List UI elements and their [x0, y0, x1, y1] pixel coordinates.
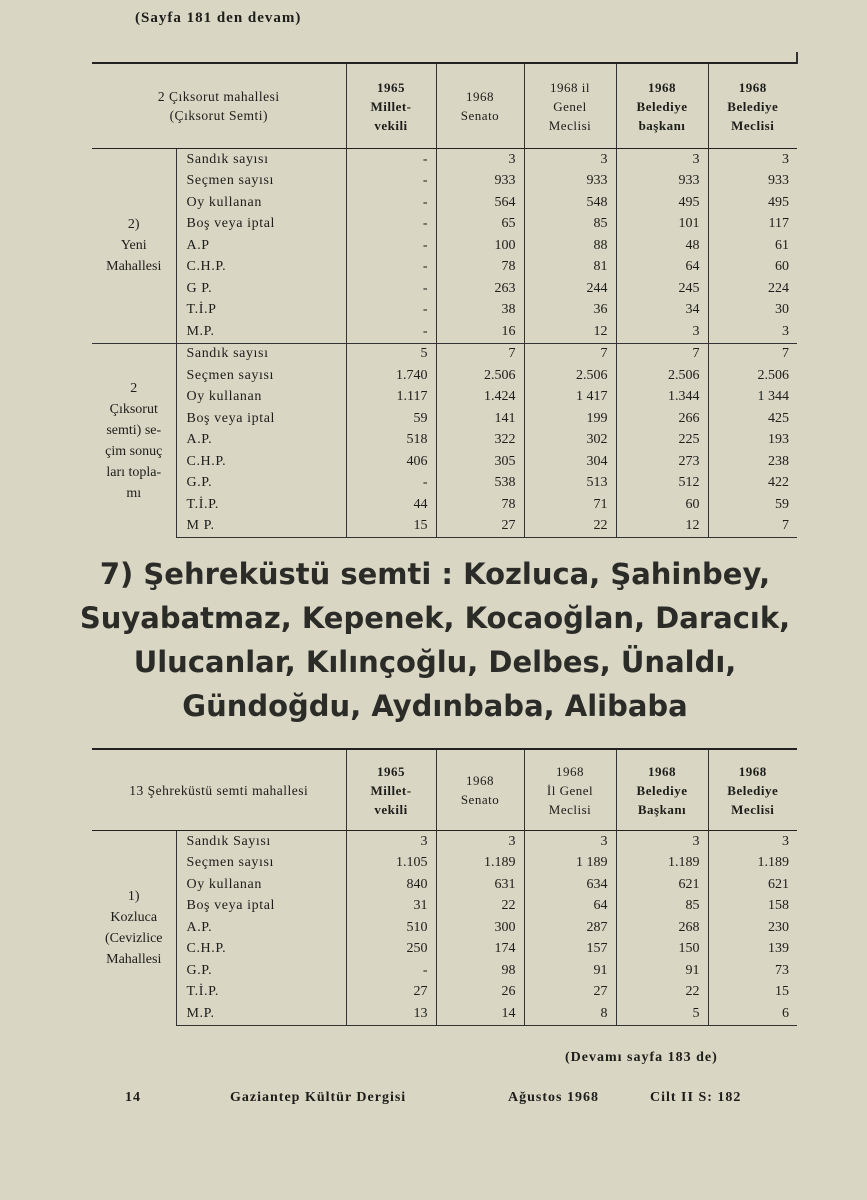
value-cell: 933 — [616, 171, 708, 193]
value-cell: 22 — [524, 516, 616, 538]
row-label: Seçmen sayısı — [176, 171, 346, 193]
column-header — [708, 749, 797, 831]
value-cell: 48 — [616, 235, 708, 257]
value-cell: - — [346, 278, 436, 300]
column-header — [708, 63, 797, 149]
table-row — [92, 171, 797, 193]
value-cell: 98 — [436, 960, 524, 982]
value-cell: 1.344 — [616, 387, 708, 409]
row-label: T.İ.P — [176, 300, 346, 322]
value-cell: 513 — [524, 473, 616, 495]
value-cell: 1 189 — [524, 853, 616, 875]
column-header-line: 1965 — [377, 79, 405, 95]
value-cell: 61 — [708, 235, 797, 257]
value-cell: 2.506 — [436, 365, 524, 387]
value-cell: 512 — [616, 473, 708, 495]
value-cell: 193 — [708, 430, 797, 452]
value-cell: 7 — [616, 343, 708, 365]
value-cell: 548 — [524, 192, 616, 214]
value-cell: 933 — [708, 171, 797, 193]
table-row — [92, 473, 797, 495]
section-label-line: Kozluca — [110, 910, 158, 925]
column-header-line: 1968 — [556, 763, 585, 779]
value-cell: 1.105 — [346, 853, 436, 875]
value-cell: 268 — [616, 917, 708, 939]
value-cell: 91 — [616, 960, 708, 982]
value-cell: 933 — [436, 171, 524, 193]
value-cell: 15 — [708, 982, 797, 1004]
value-cell: - — [346, 149, 436, 171]
value-cell: 150 — [616, 939, 708, 961]
row-label: A.P — [176, 235, 346, 257]
row-label: A.P. — [176, 917, 346, 939]
value-cell: 3 — [708, 831, 797, 853]
value-cell: 3 — [708, 149, 797, 171]
row-label: T.İ.P. — [176, 494, 346, 516]
section-title: 7) Şehreküstü semti : Kozluca, Şahinbey, Suyabatmaz, Kepenek, Kocaoğlan, Daracık, Ulucanlar, Kılınçoğlu, Delbes, Ünaldı, Gündoğdu, Aydınbaba, Alibaba — [79, 557, 791, 723]
column-header-line: Başkanı — [637, 801, 687, 817]
column-header-line: Meclisi — [731, 801, 775, 817]
value-cell: 2.506 — [708, 365, 797, 387]
value-cell: 44 — [346, 494, 436, 516]
table-row — [92, 149, 797, 171]
column-header-line: vekili — [374, 117, 408, 133]
table-row — [92, 214, 797, 236]
column-header-line: 1968 — [648, 763, 677, 779]
table-row — [92, 300, 797, 322]
value-cell: 422 — [708, 473, 797, 495]
value-cell: 1.189 — [616, 853, 708, 875]
table-row — [92, 982, 797, 1004]
value-cell: 3 — [616, 149, 708, 171]
value-cell: 3 — [616, 831, 708, 853]
column-header-line: vekili — [374, 801, 408, 817]
value-cell: 244 — [524, 278, 616, 300]
value-cell: 38 — [436, 300, 524, 322]
row-label: Boş veya iptal — [176, 408, 346, 430]
column-header-line: 1968 — [648, 79, 676, 95]
table-row — [92, 321, 797, 343]
group-header — [92, 63, 346, 149]
value-cell: 518 — [346, 430, 436, 452]
value-cell: 91 — [524, 960, 616, 982]
group-header — [92, 749, 346, 831]
value-cell: 26 — [436, 982, 524, 1004]
column-header-line: Genel — [553, 98, 587, 114]
value-cell: 5 — [346, 343, 436, 365]
value-cell: 7 — [524, 343, 616, 365]
column-header — [346, 749, 436, 831]
column-header-line: Millet- — [370, 98, 412, 114]
value-cell: 322 — [436, 430, 524, 452]
value-cell: 3 — [616, 321, 708, 343]
section-label-line: Yeni — [120, 238, 147, 254]
table-row — [92, 430, 797, 452]
value-cell: 78 — [436, 494, 524, 516]
table-row — [92, 365, 797, 387]
value-cell: - — [346, 235, 436, 257]
row-label: Sandık sayısı — [176, 149, 346, 171]
row-label: C.H.P. — [176, 939, 346, 961]
section-label-line: 1) — [127, 889, 140, 904]
value-cell: 14 — [436, 1003, 524, 1025]
value-cell: 266 — [616, 408, 708, 430]
value-cell: 631 — [436, 874, 524, 896]
value-cell: 245 — [616, 278, 708, 300]
value-cell: 12 — [524, 321, 616, 343]
footer-volume: Cilt II S: 182 — [650, 1090, 742, 1105]
value-cell: 1.740 — [346, 365, 436, 387]
column-header-line: İl Genel — [546, 782, 594, 798]
value-cell: 73 — [708, 960, 797, 982]
value-cell: 27 — [346, 982, 436, 1004]
column-header-line: 1968 — [466, 773, 495, 788]
table-row — [92, 387, 797, 409]
value-cell: - — [346, 257, 436, 279]
column-header-line: Belediye — [727, 98, 779, 114]
column-header-line: 1968 — [466, 89, 494, 104]
table-row — [92, 1003, 797, 1025]
election-results-table-sehrekustu — [92, 748, 797, 1026]
value-cell: 85 — [616, 896, 708, 918]
value-cell: 495 — [616, 192, 708, 214]
value-cell: 840 — [346, 874, 436, 896]
value-cell: 621 — [708, 874, 797, 896]
row-label: G.P. — [176, 473, 346, 495]
value-cell: 59 — [708, 494, 797, 516]
value-cell: 158 — [708, 896, 797, 918]
value-cell: 141 — [436, 408, 524, 430]
row-label: Oy kullanan — [176, 874, 346, 896]
section-label-line: 2) — [127, 217, 140, 233]
value-cell: 6 — [708, 1003, 797, 1025]
value-cell: 64 — [524, 896, 616, 918]
row-label: T.İ.P. — [176, 982, 346, 1004]
value-cell: 263 — [436, 278, 524, 300]
value-cell: 287 — [524, 917, 616, 939]
column-header — [524, 749, 616, 831]
column-header — [346, 63, 436, 149]
row-label: Boş veya iptal — [176, 214, 346, 236]
value-cell: 3 — [524, 149, 616, 171]
column-header-line: Belediye — [636, 98, 688, 114]
value-cell: 22 — [616, 982, 708, 1004]
value-cell: 2.506 — [616, 365, 708, 387]
column-header-line: Belediye — [727, 782, 779, 798]
column-header-line: 1968 il — [550, 79, 590, 95]
column-header — [436, 63, 524, 149]
value-cell: 36 — [524, 300, 616, 322]
value-cell: 510 — [346, 917, 436, 939]
value-cell: 1.424 — [436, 387, 524, 409]
group-header-line: (Çıksorut Semti) — [169, 108, 268, 123]
value-cell: 199 — [524, 408, 616, 430]
group-header-line: 13 Şehreküstü semti mahallesi — [129, 782, 309, 798]
section-label-line: Mahallesi — [106, 259, 162, 275]
value-cell: 1.189 — [708, 853, 797, 875]
row-label: Oy kullanan — [176, 387, 346, 409]
section-label — [92, 831, 176, 1026]
value-cell: 3 — [436, 149, 524, 171]
value-cell: 101 — [616, 214, 708, 236]
column-header — [436, 749, 524, 831]
table-row — [92, 831, 797, 853]
value-cell: 7 — [436, 343, 524, 365]
table-row — [92, 917, 797, 939]
value-cell: 65 — [436, 214, 524, 236]
value-cell: 174 — [436, 939, 524, 961]
value-cell: 59 — [346, 408, 436, 430]
value-cell: 933 — [524, 171, 616, 193]
value-cell: 60 — [616, 494, 708, 516]
value-cell: 7 — [708, 343, 797, 365]
value-cell: 1.117 — [346, 387, 436, 409]
value-cell: 88 — [524, 235, 616, 257]
table-row — [92, 343, 797, 365]
value-cell: 30 — [708, 300, 797, 322]
section-label-line: Çıksorut — [109, 401, 158, 417]
column-header-line: Millet- — [370, 782, 412, 798]
value-cell: - — [346, 300, 436, 322]
value-cell: - — [346, 321, 436, 343]
table-row — [92, 278, 797, 300]
value-cell: - — [346, 192, 436, 214]
column-header-line: başkanı — [638, 117, 686, 133]
row-label: A.P. — [176, 430, 346, 452]
column-header-line: 1968 — [738, 79, 767, 95]
value-cell: 13 — [346, 1003, 436, 1025]
row-label: Seçmen sayısı — [176, 365, 346, 387]
column-header-line: Senato — [460, 792, 500, 807]
row-label: Oy kullanan — [176, 192, 346, 214]
value-cell: - — [346, 214, 436, 236]
value-cell: 425 — [708, 408, 797, 430]
continuation-note: (Devamı sayfa 183 de) — [565, 1050, 718, 1065]
table-row — [92, 516, 797, 538]
value-cell: 1 417 — [524, 387, 616, 409]
section-label-line: semti) se- — [106, 422, 162, 438]
value-cell: 139 — [708, 939, 797, 961]
row-label: Sandık Sayısı — [176, 831, 346, 853]
value-cell: 564 — [436, 192, 524, 214]
column-header-line: Meclisi — [731, 117, 775, 133]
value-cell: 15 — [346, 516, 436, 538]
value-cell: 31 — [346, 896, 436, 918]
value-cell: 81 — [524, 257, 616, 279]
value-cell: 64 — [616, 257, 708, 279]
table-row — [92, 451, 797, 473]
column-header-line: Meclisi — [548, 801, 592, 817]
footer-page-number: 14 — [125, 1090, 141, 1105]
row-label: C.H.P. — [176, 257, 346, 279]
column-header-line: Meclisi — [548, 117, 592, 133]
group-header-line: 2 Çıksorut mahallesi — [157, 89, 280, 104]
section-label-line: çim sonuç — [105, 443, 163, 459]
value-cell: - — [346, 960, 436, 982]
value-cell: 2.506 — [524, 365, 616, 387]
value-cell: 300 — [436, 917, 524, 939]
value-cell: 157 — [524, 939, 616, 961]
row-label: M P. — [176, 516, 346, 538]
value-cell: 230 — [708, 917, 797, 939]
section-label-line: (Cevizlice — [104, 931, 163, 946]
value-cell: 225 — [616, 430, 708, 452]
value-cell: 224 — [708, 278, 797, 300]
column-header — [616, 749, 708, 831]
value-cell: 3 — [436, 831, 524, 853]
value-cell: 22 — [436, 896, 524, 918]
value-cell: 495 — [708, 192, 797, 214]
row-label: M.P. — [176, 1003, 346, 1025]
column-header-line: 1968 — [738, 763, 767, 779]
footer-magazine-name: Gaziantep Kültür Dergisi — [230, 1090, 407, 1105]
value-cell: - — [346, 473, 436, 495]
value-cell: 621 — [616, 874, 708, 896]
row-label: Sandık sayısı — [176, 343, 346, 365]
row-label: Boş veya iptal — [176, 896, 346, 918]
value-cell: 12 — [616, 516, 708, 538]
value-cell: 7 — [708, 516, 797, 538]
value-cell: 1 344 — [708, 387, 797, 409]
section-label-line: Mahallesi — [106, 952, 162, 967]
value-cell: 117 — [708, 214, 797, 236]
table-row — [92, 853, 797, 875]
value-cell: 100 — [436, 235, 524, 257]
value-cell: 5 — [616, 1003, 708, 1025]
section-label-line: ları topla- — [106, 464, 162, 480]
column-header-line: Senato — [460, 108, 500, 123]
value-cell: 78 — [436, 257, 524, 279]
value-cell: 3 — [346, 831, 436, 853]
value-cell: 27 — [436, 516, 524, 538]
column-header — [616, 63, 708, 149]
column-header-line: Belediye — [636, 782, 688, 798]
value-cell: 34 — [616, 300, 708, 322]
value-cell: 250 — [346, 939, 436, 961]
value-cell: 71 — [524, 494, 616, 516]
election-results-table-cıksorut — [92, 62, 797, 538]
row-label: G P. — [176, 278, 346, 300]
table-row — [92, 494, 797, 516]
header-note: (Sayfa 181 den devam) — [135, 10, 302, 26]
table-row — [92, 939, 797, 961]
value-cell: 538 — [436, 473, 524, 495]
column-header — [524, 63, 616, 149]
value-cell: 406 — [346, 451, 436, 473]
section-label-line: mı — [126, 485, 142, 501]
table-row — [92, 192, 797, 214]
section-label-line: 2 — [130, 380, 138, 396]
value-cell: 1.189 — [436, 853, 524, 875]
value-cell: 273 — [616, 451, 708, 473]
value-cell: 634 — [524, 874, 616, 896]
row-label: C.H.P. — [176, 451, 346, 473]
value-cell: - — [346, 171, 436, 193]
section-label — [92, 343, 176, 538]
value-cell: 3 — [708, 321, 797, 343]
table-row — [92, 408, 797, 430]
table-row — [92, 960, 797, 982]
footer-date: Ağustos 1968 — [508, 1090, 599, 1105]
value-cell: 305 — [436, 451, 524, 473]
value-cell: 16 — [436, 321, 524, 343]
row-label: M.P. — [176, 321, 346, 343]
value-cell: 8 — [524, 1003, 616, 1025]
row-label: Seçmen sayısı — [176, 853, 346, 875]
value-cell: 3 — [524, 831, 616, 853]
table-row — [92, 235, 797, 257]
column-header-line: 1965 — [377, 763, 406, 779]
section-label — [92, 149, 176, 344]
table-row — [92, 896, 797, 918]
value-cell: 60 — [708, 257, 797, 279]
value-cell: 302 — [524, 430, 616, 452]
value-cell: 238 — [708, 451, 797, 473]
value-cell: 27 — [524, 982, 616, 1004]
value-cell: 304 — [524, 451, 616, 473]
table-row — [92, 874, 797, 896]
value-cell: 85 — [524, 214, 616, 236]
row-label: G.P. — [176, 960, 346, 982]
table-row — [92, 257, 797, 279]
